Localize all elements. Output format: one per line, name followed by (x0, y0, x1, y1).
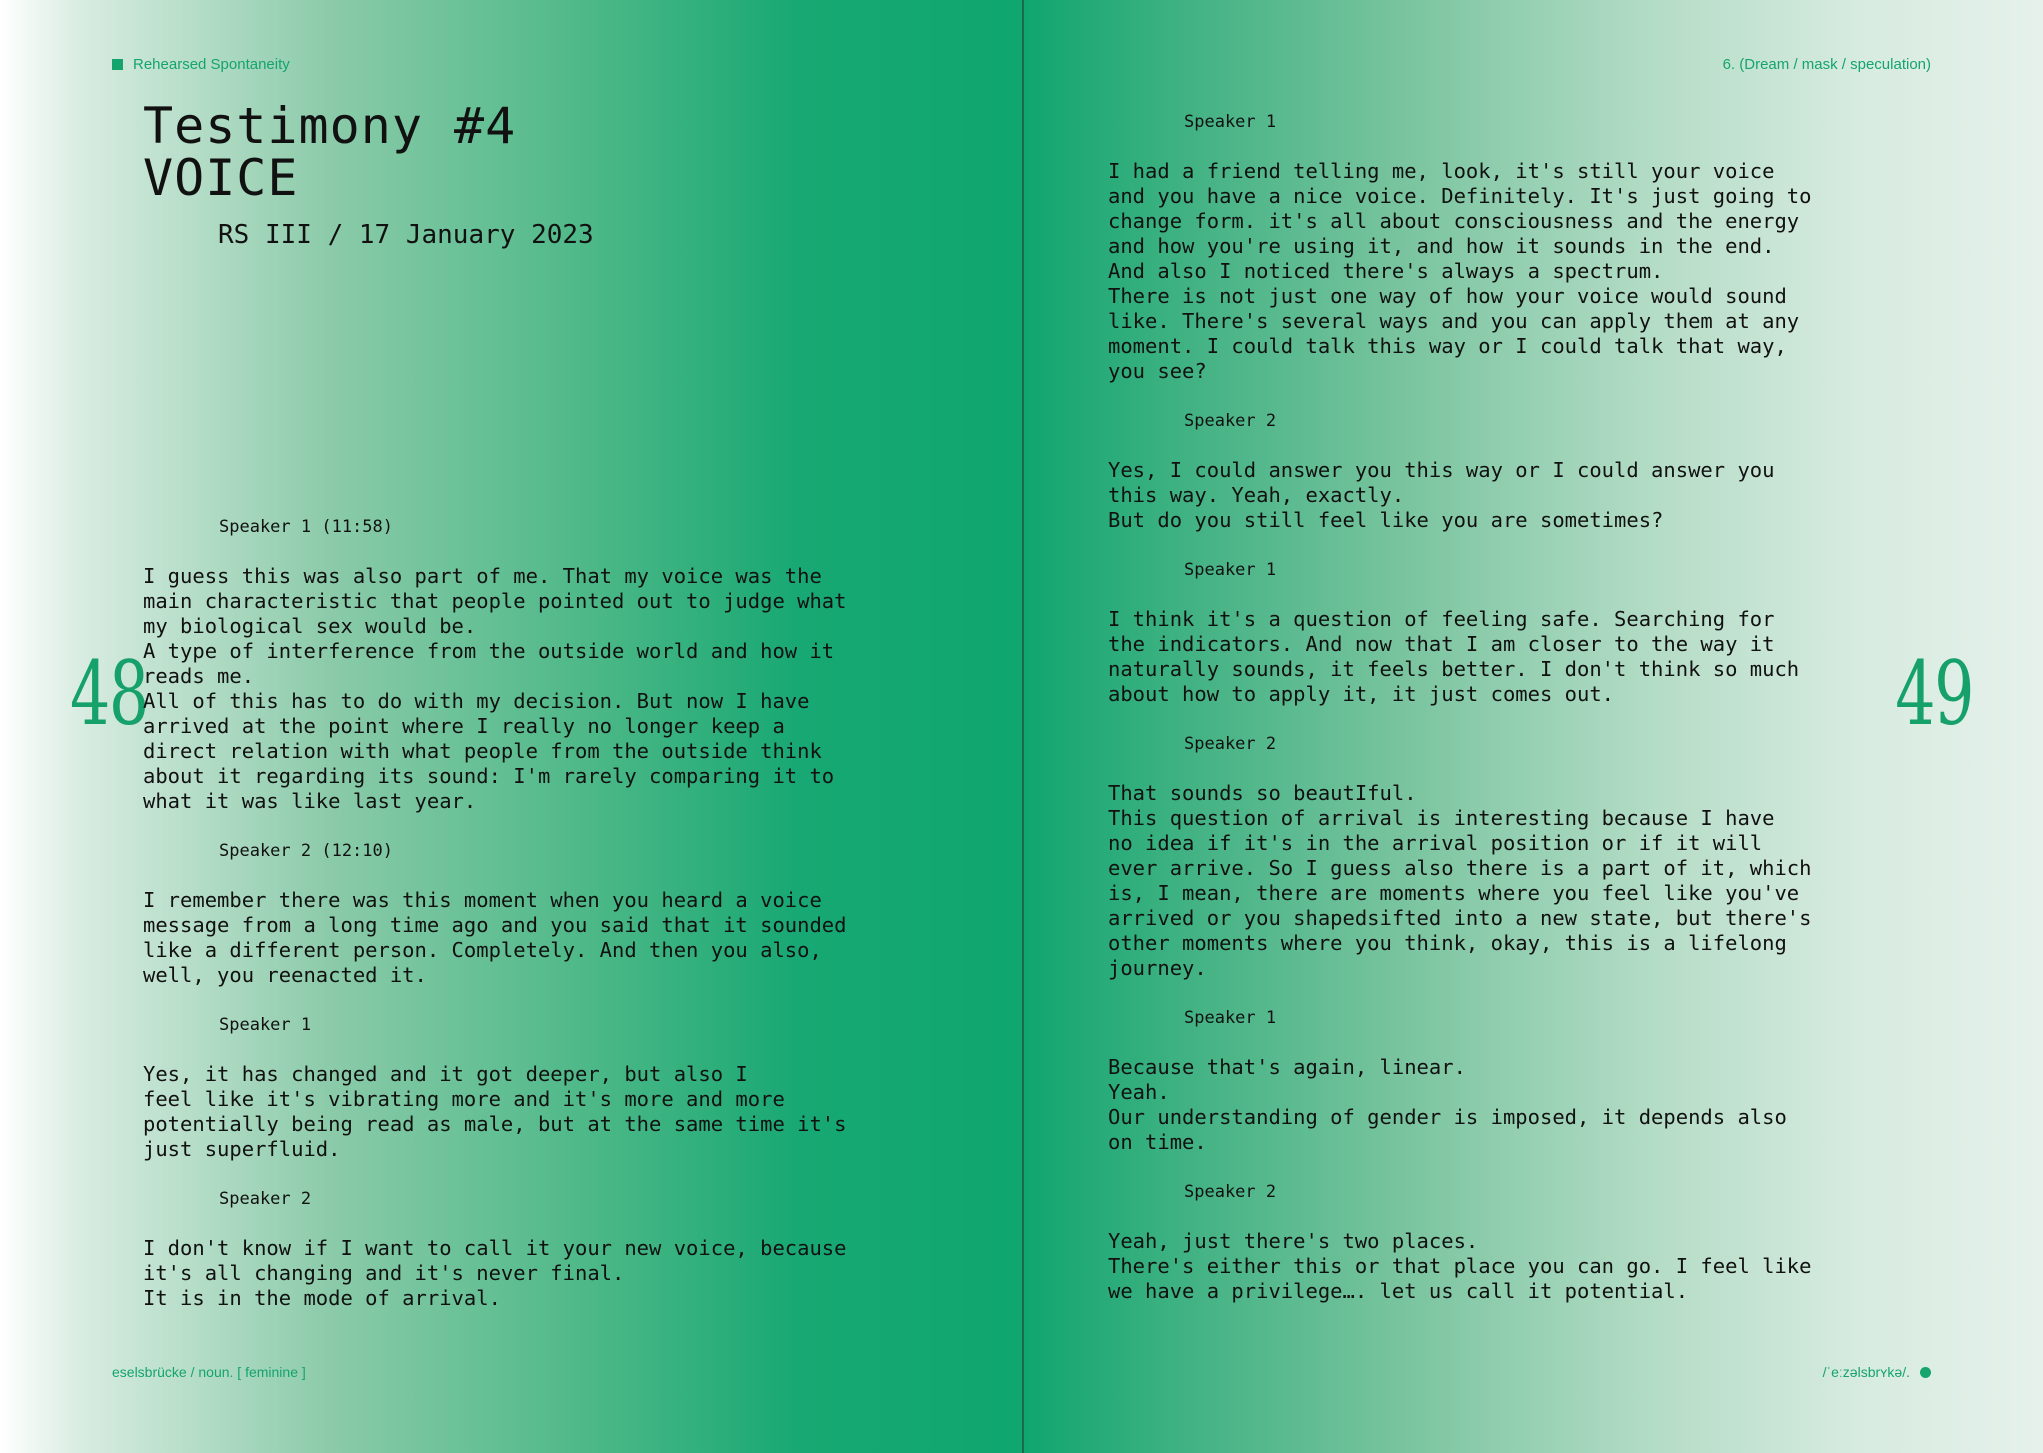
speaker-label: Speaker 1 (1184, 560, 1277, 580)
transcript-entry (143, 1188, 943, 1311)
right-page (1022, 0, 2043, 1453)
transcript-entry (143, 840, 943, 988)
dot-icon (1920, 1367, 1931, 1378)
speech-text: Because that's again, linear. Yeah. Our understanding of gender is imposed, it depends also on time. (1108, 1055, 1787, 1154)
footer-left: eselsbrücke / noun. [ feminine ] (112, 1364, 306, 1380)
transcript-entry (143, 1014, 943, 1162)
page-title (143, 97, 517, 207)
speech-text: That sounds so beautIful. This question of arrival is interesting because I have no idea if it's in the arrival position or if it will ever arrive. So I guess also there is a part of it, which is, I mean, there are moments where you feel like you've arrived or you shapedsifted into a new state, but there's other moments where you think, okay, this is a lifelong journey. (1108, 781, 1812, 980)
transcript-entry (1108, 733, 1908, 981)
speaker-label: Speaker 2 (12:10) (219, 841, 393, 861)
speech-text: Yes, it has changed and it got deeper, but also I feel like it's vibrating more and it's more and more potentially being read as male, but at the same time it's just superfluid. (143, 1062, 847, 1161)
speaker-label: Speaker 1 (1184, 1008, 1277, 1028)
transcript-left (143, 516, 943, 1337)
speaker-label: Speaker 1 (219, 1015, 312, 1035)
subtitle: RS III / 17 January 2023 (218, 220, 594, 250)
footer-right-text: /ˈeːzəlsbrʏkə/. (1822, 1364, 1910, 1380)
title-line-2: VOICE (143, 149, 299, 207)
transcript-entry (1108, 410, 1908, 533)
running-head-right: 6. (Dream / mask / speculation) (1722, 56, 1931, 73)
speaker-label: Speaker 2 (1184, 1182, 1277, 1202)
speech-text: Yeah, just there's two places. There's either this or that place you can go. I feel like we have a privilege…. let us call it potential. (1108, 1229, 1812, 1303)
running-head-left (112, 56, 290, 73)
speaker-label: Speaker 1 (11:58) (219, 517, 393, 537)
title-line-1: Testimony #4 (143, 97, 517, 155)
speech-text: I had a friend telling me, look, it's still your voice and you have a nice voice. Definitely. It's just going to change form. it's all about consciousness and the energy and how you're using it, and how it sounds in the end. And also I noticed there's always a spectrum. There is not just one way of how your voice would sound like. There's several ways and you can apply them at any moment. I could talk this way or I could talk that way, you see? (1108, 159, 1812, 383)
speech-text: I remember there was this moment when you heard a voice message from a long time ago and you said that it sounded like a different person. Completely. And then you also, well, you reenacted it. (143, 888, 847, 987)
transcript-entry (1108, 1007, 1908, 1155)
transcript-right (1108, 111, 1908, 1330)
transcript-entry (143, 516, 943, 814)
square-icon (112, 59, 123, 70)
speech-text: I guess this was also part of me. That my voice was the main characteristic that people pointed out to judge what my biological sex would be. A type of interference from the outside world and how it reads me. All of this has to do with my decision. But now I have arrived at the point where I really no longer keep a direct relation with what people from the outside think about it regarding its sound: I'm rarely comparing it to what it was like last year. (143, 564, 847, 813)
page-number-left: 48 (70, 642, 148, 745)
speech-text: I think it's a question of feeling safe. Searching for the indicators. And now that I am closer to the way it naturally sounds, it feels better. I don't think so much about how to apply it, it just comes out. (1108, 607, 1800, 706)
page-number-right: 49 (1895, 642, 1973, 745)
speaker-label: Speaker 2 (219, 1189, 312, 1209)
speaker-label: Speaker 2 (1184, 411, 1277, 431)
running-head-left-text: Rehearsed Spontaneity (133, 56, 290, 73)
speaker-label: Speaker 2 (1184, 734, 1277, 754)
transcript-entry (1108, 559, 1908, 707)
speaker-label: Speaker 1 (1184, 112, 1277, 132)
transcript-entry (1108, 111, 1908, 384)
speech-text: Yes, I could answer you this way or I could answer you this way. Yeah, exactly. But do you still feel like you are sometimes? (1108, 458, 1775, 532)
footer-right (1823, 1364, 1931, 1380)
speech-text: I don't know if I want to call it your new voice, because it's all changing and it's never final. It is in the mode of arrival. (143, 1236, 847, 1310)
transcript-entry (1108, 1181, 1908, 1304)
